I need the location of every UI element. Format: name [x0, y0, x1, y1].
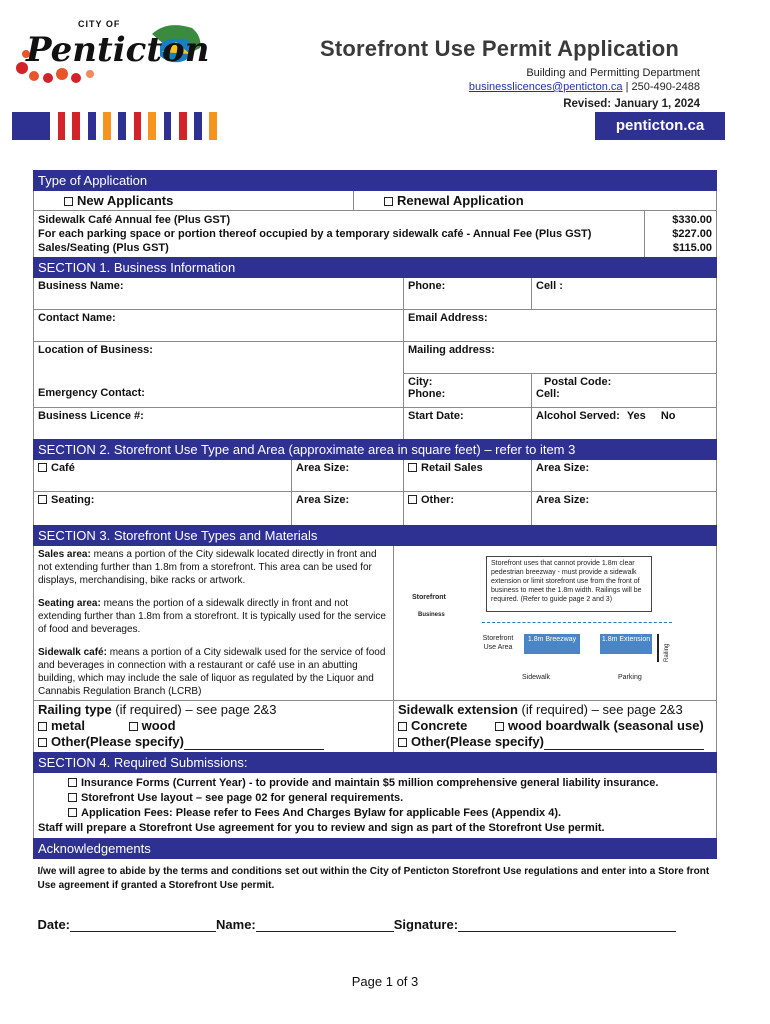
retail-label: Retail Sales	[421, 462, 483, 474]
acknowledgements-heading: Acknowledgements	[34, 839, 717, 859]
diagram-use-area: Storefront Use Area	[482, 635, 514, 651]
name-label: Name:	[216, 917, 256, 932]
cafe-area-field[interactable]: Area Size:	[292, 460, 404, 492]
metal-label: metal	[51, 718, 85, 733]
city-phone-field[interactable]	[404, 374, 532, 408]
concrete-checkbox[interactable]	[398, 722, 407, 731]
cafe-label: Café	[51, 462, 75, 474]
phone-number: 250-490-2488	[631, 81, 700, 93]
diagram-parking: Parking	[618, 674, 642, 681]
diagram-extension: 1.8m Extension	[600, 634, 652, 654]
sidewalk-extension-title: Sidewalk extension	[398, 702, 518, 717]
other-label: Other:	[421, 494, 454, 506]
business-licence-field[interactable]: Business Licence #:	[34, 408, 404, 440]
other-checkbox[interactable]	[408, 495, 417, 504]
railing-other-checkbox[interactable]	[38, 738, 47, 747]
signature-input[interactable]	[458, 921, 676, 932]
fees-checkbox[interactable]	[68, 808, 77, 817]
use-types-descriptions	[34, 546, 394, 701]
layout-label: Storefront Use layout – see page 02 for general requirements.	[81, 792, 404, 804]
fee-label-cafe: Sidewalk Café Annual fee (Plus GST)	[38, 214, 231, 226]
cafe-option[interactable]	[34, 460, 292, 492]
section3-table	[33, 525, 717, 753]
separator: |	[625, 81, 629, 93]
page-number: Page 1 of 3	[351, 974, 419, 989]
railing-type-title: Railing type	[38, 702, 112, 717]
extension-other-input[interactable]	[544, 739, 704, 750]
city-logo	[12, 16, 212, 86]
acknowledgement-text: I/we will agree to abide by the terms and conditions set out within the City of Penticton Storefront Use regulations and enter into a Store front Use agreement if granted a Storefront Use permit.	[37, 866, 710, 891]
acknowledgements-table	[33, 838, 717, 934]
insurance-label: Insurance Forms (Current Year) - to provide and maintain $5 million comprehensive general liability insurance.	[81, 777, 659, 789]
sidewalk-extension-block	[394, 701, 717, 753]
seating-area-field[interactable]: Area Size:	[292, 492, 404, 526]
section4-heading: SECTION 4. Required Submissions:	[34, 753, 717, 773]
diagram-sidewalk: Sidewalk	[522, 674, 551, 681]
start-date-field[interactable]: Start Date:	[404, 408, 532, 440]
storefront-diagram	[394, 546, 717, 701]
retail-area-field[interactable]: Area Size:	[532, 460, 717, 492]
type-of-application-table	[33, 170, 717, 211]
logo-name: Penticton	[26, 30, 210, 70]
section2-table	[33, 439, 717, 526]
emergency-contact-label: Emergency Contact:	[38, 387, 145, 399]
section4-table	[33, 752, 717, 839]
revised-date: Revised: January 1, 2024	[563, 98, 700, 110]
type-of-application-heading: Type of Application	[34, 171, 717, 191]
mailing-address-field[interactable]: Mailing address:	[404, 342, 717, 374]
fee-amount-sales: $115.00	[672, 242, 712, 254]
boardwalk-checkbox[interactable]	[495, 722, 504, 731]
name-input[interactable]	[256, 921, 394, 932]
fees-table	[33, 210, 717, 258]
renewal-option[interactable]	[354, 191, 717, 211]
wood-label: wood	[141, 718, 176, 733]
cell-field[interactable]: Cell :	[532, 278, 717, 310]
date-input[interactable]	[70, 921, 216, 932]
department: Building and Permitting Department	[526, 67, 700, 79]
section1-heading: SECTION 1. Business Information	[34, 258, 717, 278]
extension-other-checkbox[interactable]	[398, 738, 407, 747]
metal-checkbox[interactable]	[38, 722, 47, 731]
email-link[interactable]: businesslicences@penticton.ca	[468, 81, 623, 93]
boardwalk-label: wood boardwalk (seasonal use)	[507, 718, 704, 733]
retail-checkbox[interactable]	[408, 463, 417, 472]
sales-area-term: Sales area:	[38, 549, 91, 560]
email-address-field[interactable]: Email Address:	[404, 310, 717, 342]
staff-note: Staff will prepare a Storefront Use agreement for you to review and sign as part of the Storefront Use permit.	[38, 822, 605, 834]
section1-table	[33, 257, 717, 440]
railing-type-block	[34, 701, 394, 753]
submission-item-fees[interactable]	[38, 806, 712, 821]
alcohol-served-field[interactable]	[532, 408, 717, 440]
new-applicants-checkbox[interactable]	[64, 197, 73, 206]
cafe-checkbox[interactable]	[38, 463, 47, 472]
fee-label-parking: For each parking space or portion thereof occupied by a temporary sidewalk café - Annual Fee (Plus GST)	[38, 228, 592, 240]
section2-heading: SECTION 2. Storefront Use Type and Area (approximate area in square feet) – refer to item 3	[34, 440, 717, 460]
seating-label: Seating:	[51, 494, 95, 506]
renewal-checkbox[interactable]	[384, 197, 393, 206]
diagram-note: Storefront uses that cannot provide 1.8m clear pedestrian breezway - must provide a sidewalk extension or limit storefront use from the front of business to meet the 1.8m width. Railings will be required. (Refer to guide page 2 and 3)	[486, 556, 652, 612]
insurance-checkbox[interactable]	[68, 778, 77, 787]
application-form	[33, 170, 717, 934]
renewal-label: Renewal Application	[397, 193, 524, 208]
logo-city-of: CITY OF	[78, 19, 121, 29]
contact-name-field[interactable]: Contact Name:	[34, 310, 404, 342]
emergency-phone-label: Phone:	[408, 388, 446, 400]
fees-label: Application Fees: Please refer to Fees And Charges Bylaw for applicable Fees (Appendix 4).	[81, 807, 562, 819]
wood-checkbox[interactable]	[129, 722, 138, 731]
alcohol-no[interactable]: No	[660, 410, 676, 422]
emergency-cell-label: Cell:	[536, 388, 560, 400]
fee-amount-parking: $227.00	[672, 228, 712, 240]
concrete-label: Concrete	[411, 718, 468, 733]
diagram-railing: Railing	[664, 643, 670, 662]
fee-amount-cafe: $330.00	[672, 214, 712, 226]
phone-field[interactable]: Phone:	[404, 278, 532, 310]
new-applicants-option[interactable]	[34, 191, 354, 211]
railing-other-input[interactable]	[184, 739, 324, 750]
submission-item-layout[interactable]	[38, 791, 712, 806]
location-label: Location of Business:	[38, 344, 153, 356]
page-title: Storefront Use Permit Application	[320, 36, 680, 61]
sidewalk-extension-note: (if required) – see page 2&3	[517, 702, 683, 717]
new-applicants-label: New Applicants	[77, 193, 174, 208]
other-option[interactable]	[404, 492, 532, 526]
city-label: City:	[408, 376, 433, 388]
diagram-storefront: Storefront	[412, 594, 446, 601]
location-field[interactable]	[34, 342, 404, 408]
extension-other-label: Other(Please specify)	[411, 734, 544, 749]
signature-label: Signature:	[393, 917, 459, 932]
layout-checkbox[interactable]	[68, 793, 77, 802]
retail-option[interactable]	[404, 460, 532, 492]
seating-area-text: means the portion of a sidewalk directly in front and not extending further than 1.8m from a storefront. It is typically used for the service of food and beverages.	[38, 598, 386, 635]
sidewalk-cafe-text: means a portion of a City sidewalk used for the service of food and beverages in connection with a restaurant or café use in an abutting building, which may include the sale of liquor as regulated by the Liquor and Cannabis Regulation Branch (LCRB)	[38, 647, 386, 697]
seating-area-term: Seating area:	[38, 598, 101, 609]
diagram-breezway: 1.8m Breezway	[524, 634, 580, 654]
railing-type-note: (if required) – see page 2&3	[111, 702, 277, 717]
sales-area-text: means a portion of the City sidewalk located directly in front and not extending further than 1.8m from a storefront. This area can be used for displays, merchandising, bike racks or artwork.	[38, 549, 377, 586]
submission-item-insurance[interactable]	[38, 776, 712, 791]
fee-label-sales: Sales/Seating (Plus GST)	[38, 242, 169, 254]
diagram-business: Business	[418, 612, 445, 618]
decorative-stripe	[12, 112, 217, 140]
postal-code-label: Postal Code:	[544, 376, 612, 388]
business-name-field[interactable]: Business Name:	[34, 278, 404, 310]
website-banner: penticton.ca	[595, 112, 725, 140]
signature-line	[34, 895, 717, 934]
section3-heading: SECTION 3. Storefront Use Types and Materials	[34, 526, 717, 546]
other-area-field[interactable]: Area Size:	[532, 492, 717, 526]
postal-cell-field[interactable]	[532, 374, 717, 408]
contact-line	[469, 81, 700, 93]
diagram-railing-post	[657, 634, 659, 662]
alcohol-label: Alcohol Served:	[536, 410, 620, 422]
railing-other-label: Other(Please specify)	[51, 734, 184, 749]
date-label: Date:	[37, 917, 71, 932]
sidewalk-cafe-term: Sidewalk café:	[38, 647, 107, 658]
alcohol-yes[interactable]: Yes	[626, 410, 646, 422]
seating-checkbox[interactable]	[38, 495, 47, 504]
seating-option[interactable]	[34, 492, 292, 526]
diagram-dashed-line	[482, 622, 672, 623]
